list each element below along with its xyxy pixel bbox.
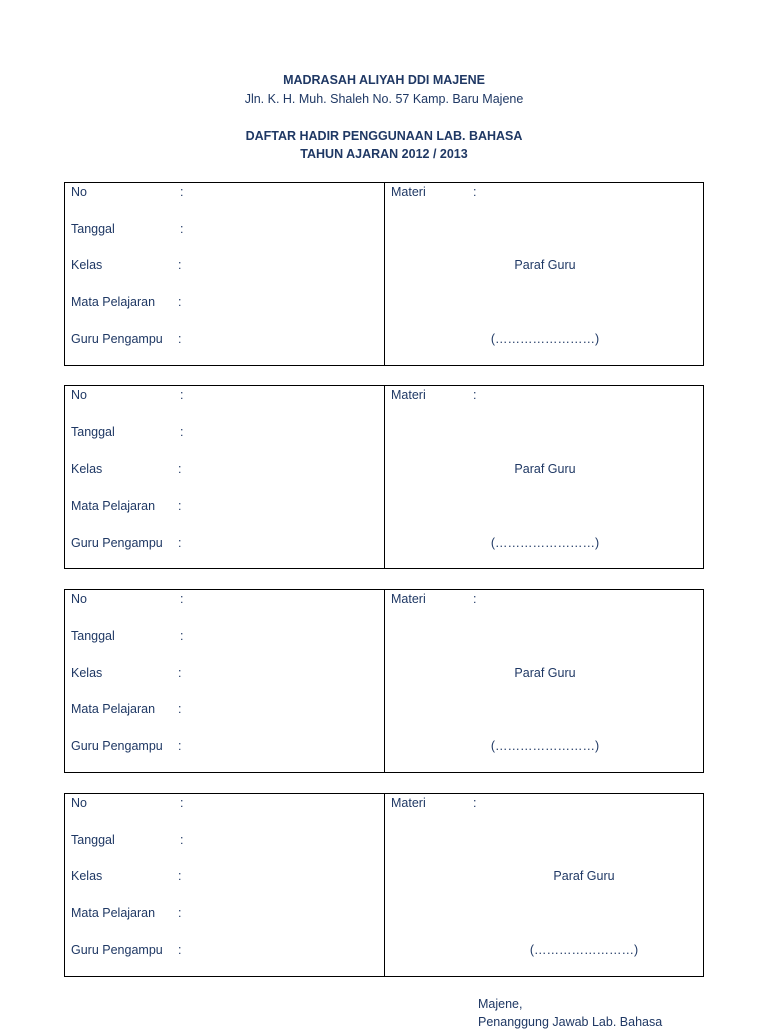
card-divider [384,386,385,568]
paraf-guru-label: Paraf Guru [514,666,576,680]
field-colon: : [178,536,182,550]
field-label-kelas: Kelas [71,462,103,476]
field-label-kelas: Kelas [71,666,103,680]
materi-colon: : [473,388,477,402]
materi-label: Materi [391,592,426,606]
signature-line: (……………………) [490,536,600,550]
form-title: DAFTAR HADIR PENGGUNAAN LAB. BAHASA [245,129,523,143]
materi-label: Materi [391,185,426,199]
field-colon: : [178,739,182,753]
paraf-guru-label: Paraf Guru [553,869,615,883]
attendance-card-3 [64,589,704,773]
field-colon: : [178,869,182,883]
attendance-card-2 [64,385,704,569]
materi-label: Materi [391,796,426,810]
field-label-tanggal: Tanggal [71,833,115,847]
paraf-guru-label: Paraf Guru [514,258,576,272]
field-label-no: No [71,796,87,810]
attendance-card-1 [64,182,704,366]
footer-responsible: Penanggung Jawab Lab. Bahasa [478,1015,663,1029]
signature-line: (……………………) [490,332,600,346]
card-divider [384,183,385,365]
materi-label: Materi [391,388,426,402]
field-label-tanggal: Tanggal [71,425,115,439]
paraf-guru-label: Paraf Guru [514,462,576,476]
field-label-mata-pelajaran: Mata Pelajaran [71,702,156,716]
field-colon: : [180,833,184,847]
field-colon: : [178,258,182,272]
attendance-card-4 [64,793,704,977]
field-colon: : [180,592,184,606]
card-divider [384,794,385,976]
field-label-mata-pelajaran: Mata Pelajaran [71,499,156,513]
field-label-no: No [71,185,87,199]
field-colon: : [178,462,182,476]
field-colon: : [180,388,184,402]
field-label-no: No [71,388,87,402]
field-colon: : [180,629,184,643]
field-label-kelas: Kelas [71,869,103,883]
field-label-tanggal: Tanggal [71,629,115,643]
field-label-guru-pengampu: Guru Pengampu [71,536,163,550]
field-colon: : [180,222,184,236]
field-colon: : [178,332,182,346]
card-divider [384,590,385,772]
footer-place: Majene, [478,997,523,1011]
field-colon: : [178,906,182,920]
field-colon: : [180,425,184,439]
signature-line: (……………………) [529,943,639,957]
materi-colon: : [473,592,477,606]
field-label-guru-pengampu: Guru Pengampu [71,943,163,957]
signature-line: (……………………) [490,739,600,753]
field-label-tanggal: Tanggal [71,222,115,236]
school-name: MADRASAH ALIYAH DDI MAJENE [283,73,485,87]
field-colon: : [180,796,184,810]
field-label-guru-pengampu: Guru Pengampu [71,739,163,753]
field-colon: : [180,185,184,199]
school-year: TAHUN AJARAN 2012 / 2013 [300,147,468,161]
field-colon: : [178,295,182,309]
materi-colon: : [473,185,477,199]
field-colon: : [178,943,182,957]
field-colon: : [178,702,182,716]
field-label-kelas: Kelas [71,258,103,272]
field-colon: : [178,666,182,680]
field-label-mata-pelajaran: Mata Pelajaran [71,295,156,309]
field-label-no: No [71,592,87,606]
field-label-mata-pelajaran: Mata Pelajaran [71,906,156,920]
field-label-guru-pengampu: Guru Pengampu [71,332,163,346]
school-address: Jln. K. H. Muh. Shaleh No. 57 Kamp. Baru Majene [244,92,524,106]
field-colon: : [178,499,182,513]
materi-colon: : [473,796,477,810]
